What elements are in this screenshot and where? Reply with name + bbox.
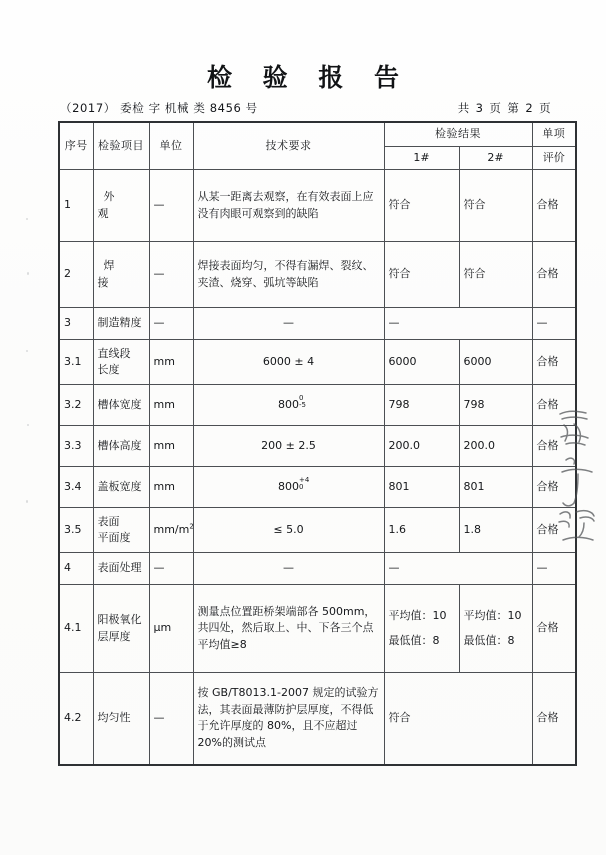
row-no: 4.2 bbox=[59, 673, 93, 765]
page-indicator: 共 3 页 第 2 页 bbox=[457, 101, 552, 115]
row-unit: — bbox=[149, 553, 193, 585]
table-header-row bbox=[59, 122, 576, 146]
row-result-merged: — bbox=[384, 553, 532, 585]
row-item-line2: 层厚度 bbox=[97, 629, 131, 643]
row-evaluation: 合格 bbox=[532, 673, 576, 765]
row-item bbox=[93, 340, 149, 385]
row-unit: — bbox=[149, 673, 193, 765]
row-evaluation: 合格 bbox=[532, 340, 576, 385]
row-unit: — bbox=[149, 170, 193, 242]
row-result-2: 200.0 bbox=[459, 426, 532, 467]
table-row bbox=[59, 170, 576, 242]
row-unit: mm bbox=[149, 385, 193, 426]
row-item: 外 观 bbox=[93, 170, 149, 242]
table-row bbox=[59, 553, 576, 585]
row-no: 3.3 bbox=[59, 426, 93, 467]
row-item: 表面处理 bbox=[93, 553, 149, 585]
row-requirement: — bbox=[193, 553, 384, 585]
table-row bbox=[59, 508, 576, 553]
row-evaluation: 合格 bbox=[532, 242, 576, 308]
row-no: 3.2 bbox=[59, 385, 93, 426]
header-result-2: 2# bbox=[459, 146, 532, 170]
row-no: 3.1 bbox=[59, 340, 93, 385]
table-row bbox=[59, 308, 576, 340]
row-result-1: 798 bbox=[384, 385, 459, 426]
row-requirement: 测量点位置距桥架端部各 500mm，共四处，然后取上、中、下各三个点平均值≥8 bbox=[193, 585, 384, 673]
row-no: 1 bbox=[59, 170, 93, 242]
tolerance-lower: 0 bbox=[299, 483, 304, 492]
row-no: 4.1 bbox=[59, 585, 93, 673]
subheader bbox=[60, 100, 552, 118]
row-item-line1: 表面 bbox=[97, 514, 120, 528]
tolerance-base: 800 bbox=[278, 479, 299, 493]
row-requirement: 6000 ± 4 bbox=[193, 340, 384, 385]
header-results-group: 检验结果 bbox=[384, 122, 532, 146]
inspection-table bbox=[58, 121, 577, 766]
tolerance-base: 800 bbox=[278, 397, 299, 411]
result-average: 平均值：10 bbox=[463, 609, 522, 623]
tolerance-lower: -5 bbox=[299, 401, 306, 410]
table-row bbox=[59, 385, 576, 426]
row-item: 盖板宽度 bbox=[93, 467, 149, 508]
row-unit: — bbox=[149, 308, 193, 340]
row-item bbox=[93, 508, 149, 553]
row-no: 3.5 bbox=[59, 508, 93, 553]
header-evaluation-line2: 评价 bbox=[532, 146, 576, 170]
row-item-line1: 阳极氧化 bbox=[97, 613, 142, 626]
row-requirement: 从某一距离去观察，在有效表面上应没有肉眼可观察到的缺陷 bbox=[193, 170, 384, 242]
row-no: 3.4 bbox=[59, 467, 93, 508]
result-average: 平均值：10 bbox=[388, 609, 447, 623]
row-unit: mm bbox=[149, 467, 193, 508]
row-evaluation: 合格 bbox=[532, 385, 576, 426]
row-evaluation: — bbox=[532, 553, 576, 585]
row-evaluation: 合格 bbox=[532, 467, 576, 508]
row-item bbox=[93, 585, 149, 673]
row-no: 4 bbox=[59, 553, 93, 585]
tolerance-upper: +4 bbox=[299, 475, 310, 484]
row-requirement bbox=[193, 385, 384, 426]
row-item: 槽体宽度 bbox=[93, 385, 149, 426]
row-result-1: 1.6 bbox=[384, 508, 459, 553]
row-result-2: 符合 bbox=[459, 170, 532, 242]
row-item: 焊 接 bbox=[93, 242, 149, 308]
unit-exponent: 2 bbox=[189, 522, 194, 531]
row-result-2: 符合 bbox=[459, 242, 532, 308]
report-number: （2017） 委检 字 机械 类 8456 号 bbox=[60, 101, 258, 115]
row-item: 制造精度 bbox=[93, 308, 149, 340]
row-result-1: 符合 bbox=[384, 242, 459, 308]
row-result-2: 1.8 bbox=[459, 508, 532, 553]
row-unit: mm bbox=[149, 426, 193, 467]
table-row bbox=[59, 467, 576, 508]
inspection-table-container bbox=[58, 121, 566, 766]
row-result-1 bbox=[384, 585, 459, 673]
row-requirement: 200 ± 2.5 bbox=[193, 426, 384, 467]
row-item-line2: 平面度 bbox=[97, 531, 131, 544]
tolerance-upper: 0 bbox=[299, 393, 304, 402]
row-unit: μm bbox=[149, 585, 193, 673]
header-no: 序号 bbox=[59, 122, 93, 170]
tolerance-limits bbox=[299, 477, 309, 492]
row-item-line2: 长度 bbox=[97, 363, 120, 376]
row-evaluation: 合格 bbox=[532, 508, 576, 553]
row-item-line1: 直线段 bbox=[97, 346, 131, 360]
row-result-merged: 符合 bbox=[384, 673, 532, 765]
header-requirement: 技术要求 bbox=[193, 122, 384, 170]
row-result-2: 801 bbox=[459, 467, 532, 508]
result-minimum: 最低值：8 bbox=[388, 633, 440, 647]
page-title: 检 验 报 告 bbox=[206, 63, 411, 92]
table-row bbox=[59, 673, 576, 765]
row-unit bbox=[149, 508, 193, 553]
table-row bbox=[59, 242, 576, 308]
unit-text: mm/m bbox=[153, 522, 190, 536]
row-no: 3 bbox=[59, 308, 93, 340]
table-row bbox=[59, 426, 576, 467]
tolerance-limits bbox=[299, 395, 306, 410]
row-evaluation: 合格 bbox=[532, 170, 576, 242]
row-evaluation: 合格 bbox=[532, 426, 576, 467]
header-unit: 单位 bbox=[149, 122, 193, 170]
row-item: 均匀性 bbox=[93, 673, 149, 765]
row-result-1: 200.0 bbox=[384, 426, 459, 467]
row-result-1: 6000 bbox=[384, 340, 459, 385]
header-item: 检验项目 bbox=[93, 122, 149, 170]
header-evaluation-line1: 单项 bbox=[532, 122, 576, 146]
row-result-1: 符合 bbox=[384, 170, 459, 242]
tolerance-value bbox=[278, 393, 306, 414]
row-requirement: ≤ 5.0 bbox=[193, 508, 384, 553]
tolerance-value bbox=[278, 475, 310, 496]
row-requirement bbox=[193, 467, 384, 508]
row-item: 槽体高度 bbox=[93, 426, 149, 467]
row-result-2: 798 bbox=[459, 385, 532, 426]
row-result-1: 801 bbox=[384, 467, 459, 508]
row-requirement: — bbox=[193, 308, 384, 340]
row-requirement: 按 GB/T8013.1-2007 规定的试验方法，其表面最薄防护层厚度，不得低于允许厚度的 80%，且不应超过 20%的测试点 bbox=[193, 673, 384, 765]
table-row bbox=[59, 585, 576, 673]
row-result-merged: — bbox=[384, 308, 532, 340]
row-result-2 bbox=[459, 585, 532, 673]
row-evaluation: 合格 bbox=[532, 585, 576, 673]
row-result-2: 6000 bbox=[459, 340, 532, 385]
header-result-1: 1# bbox=[384, 146, 459, 170]
row-unit: — bbox=[149, 242, 193, 308]
row-evaluation: — bbox=[532, 308, 576, 340]
scan-speckle bbox=[26, 210, 29, 540]
row-unit: mm bbox=[149, 340, 193, 385]
table-row bbox=[59, 340, 576, 385]
row-requirement: 焊接表面均匀，不得有漏焊、裂纹、夹渣、烧穿、弧坑等缺陷 bbox=[193, 242, 384, 308]
row-no: 2 bbox=[59, 242, 93, 308]
result-minimum: 最低值：8 bbox=[463, 633, 515, 647]
